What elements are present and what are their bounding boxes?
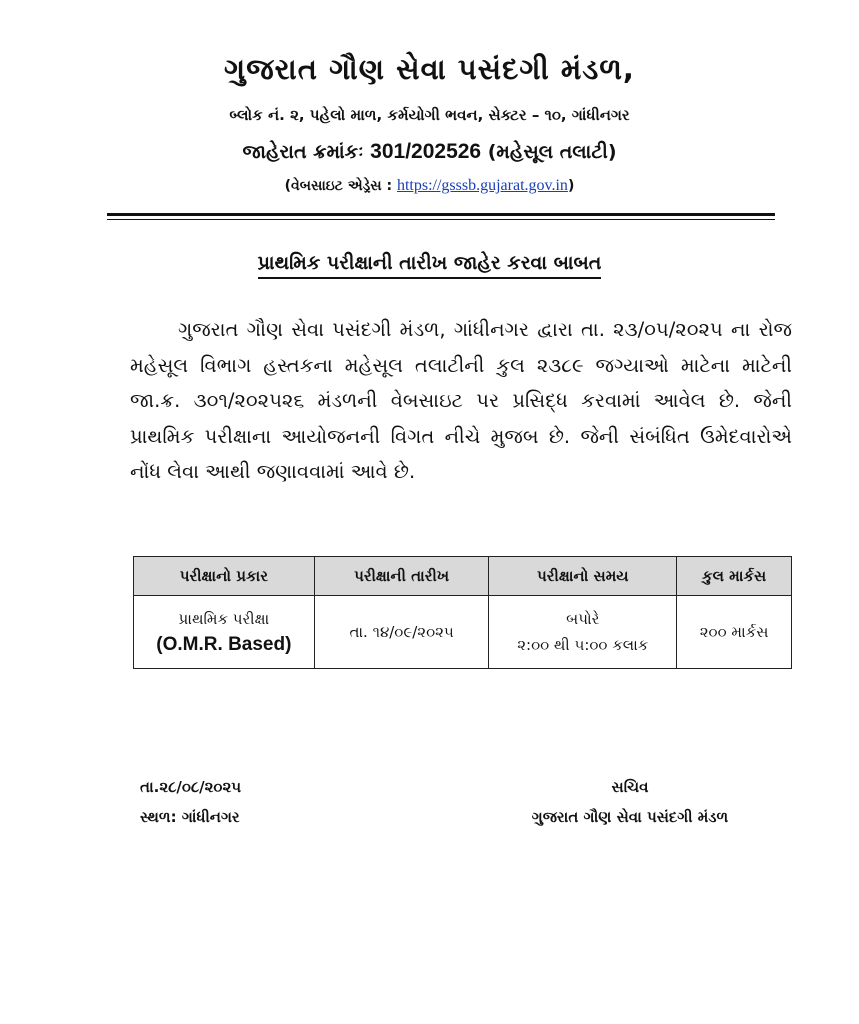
website-close: ) <box>567 178 575 194</box>
exam-type-mode: (O.M.R. Based) <box>156 634 292 655</box>
header-exam-type: પરીક્ષાનો પ્રકાર <box>134 557 315 596</box>
exam-schedule-table <box>133 556 792 669</box>
header-divider-thin <box>107 219 775 220</box>
website-line <box>0 177 859 195</box>
header-divider-thick <box>107 213 775 216</box>
header-exam-date: પરીક્ષાની તારીખ <box>314 557 489 596</box>
exam-time-session: બપોરે <box>566 610 600 628</box>
cell-exam-type <box>134 596 315 669</box>
signatory-org: ગુજરાત ગૌણ સેવા પસંદગી મંડળ <box>531 808 729 826</box>
table-row <box>134 596 792 669</box>
table-header-row <box>134 557 792 596</box>
footer-left-block <box>140 772 241 832</box>
advertisement-line <box>0 140 859 164</box>
advertisement-number: 301/202526 <box>370 140 482 163</box>
cell-exam-time <box>489 596 677 669</box>
footer-signatory-block <box>480 772 780 832</box>
website-label: (વેબસાઇટ એડ્રેસ : <box>284 178 393 194</box>
cell-exam-date: તા. ૧૪/૦૯/૨૦૨૫ <box>314 596 489 669</box>
exam-time-range: ૨:૦૦ થી ૫:૦૦ કલાક <box>517 636 649 654</box>
org-address: બ્લોક નં. ૨, પહેલો માળ, કર્મયોગી ભવન, સેક્ટર – ૧૦, ગાંધીનગર <box>229 106 630 124</box>
header-total-marks: કુલ માર્કસ <box>677 557 792 596</box>
footer-place: સ્થળ: ગાંધીનગર <box>140 808 240 826</box>
exam-type-label: પ્રાથમિક પરીક્ષા <box>178 610 270 628</box>
notice-paragraph: ગુજરાત ગૌણ સેવા પસંદગી મંડળ, ગાંધીનગર દ્વારા તા. ૨૩/૦૫/૨૦૨૫ ના રોજ મહેસૂલ વિભાગ હસ્તકના મહેસૂલ તલાટીની કુલ ૨૩૮૯ જગ્યાઓ માટેના માટેની જા.ક્ર. ૩૦૧/૨૦૨૫૨૬ મંડળની વેબસાઇટ પર પ્રસિદ્ધ કરવામાં આવેલ છે. જેની પ્રાથમિક પરીક્ષાના આયોજનની વિગત નીચે મુજબ છે. જેની સંબંધિત ઉમેદવારોએ નોંધ લેવા આથી જણાવવામાં આવે છે. <box>130 318 792 483</box>
notice-body <box>130 312 792 490</box>
website-link[interactable]: https://gsssb.gujarat.gov.in <box>396 177 568 194</box>
subject-text: પ્રાથમિક પરીક્ષાની તારીખ જાહેર કરવા બાબત <box>258 252 602 279</box>
signatory-designation: સચિવ <box>611 778 649 796</box>
advertisement-post: (મહેસૂલ તલાટી) <box>487 141 617 163</box>
footer-date: તા.૨૮/૦૮/૨૦૨૫ <box>140 778 242 796</box>
subject-heading <box>0 252 859 274</box>
advertisement-label: જાહેરાત ક્રમાંકઃ <box>242 141 364 163</box>
cell-total-marks: ૨૦૦ માર્કસ <box>677 596 792 669</box>
org-title: ગુજરાત ગૌણ સેવા પસંદગી મંડળ, <box>224 52 635 86</box>
header-exam-time: પરીક્ષાનો સમય <box>489 557 677 596</box>
